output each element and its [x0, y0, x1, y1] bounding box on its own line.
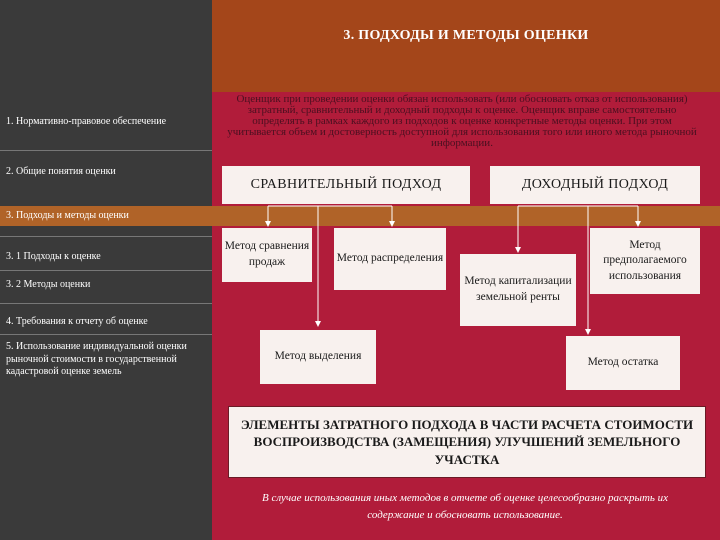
method-distribution: Метод распределения — [334, 228, 446, 290]
page-title: 3. ПОДХОДЫ И МЕТОДЫ ОЦЕНКИ — [343, 28, 589, 43]
sidebar-item-cadastral-valuation[interactable]: 5. Использование индивидуальной оценки рыночной стоимости в государственной кадастровой оценке земель — [6, 341, 187, 377]
footnote-text: В случае использования иных методов в отчете об оценке целесообразно раскрыть их содержание и обосновать использование. — [261, 492, 669, 521]
sidebar-item-methods[interactable]: 3. 2 Методы оценки — [6, 279, 91, 290]
method-rent-capitalization: Метод капитализации земельной ренты — [460, 254, 576, 326]
method-intended-use: Метод предполагаемого использования — [590, 228, 700, 294]
sidebar-item-approaches[interactable]: 3. 1 Подходы к оценке — [6, 251, 101, 262]
method-sales-comparison: Метод сравнения продаж — [222, 228, 312, 282]
sidebar-item-report-requirements[interactable]: 4. Требования к отчету об оценке — [6, 316, 148, 327]
sidebar-item-approaches-methods[interactable]: 3. Подходы и методы оценки — [6, 210, 129, 221]
sidebar-item-legal-framework[interactable]: 1. Нормативно-правовое обеспечение — [6, 116, 167, 127]
income-approach-box: ДОХОДНЫЙ ПОДХОД — [490, 166, 700, 204]
method-extraction: Метод выделения — [260, 330, 376, 384]
sidebar-item-general-concepts[interactable]: 2. Общие понятия оценки — [6, 166, 116, 177]
comparative-approach-box: СРАВНИТЕЛЬНЫЙ ПОДХОД — [222, 166, 470, 204]
method-residual: Метод остатка — [566, 336, 680, 390]
intro-paragraph: Оценщик при проведении оценки обязан использовать (или обосновать отказ от использования) затратный, сравнительный и доходный подходы к оценке. Оценщик вправе самостоятельно определять в рамках каждого из подходов к оценке конкретные методы оценки. При этом учитывается объем и достоверность доступной для использования того или иного метода рыночной информации. — [227, 93, 697, 149]
cost-approach-elements-box: ЭЛЕМЕНТЫ ЗАТРАТНОГО ПОДХОДА В ЧАСТИ РАСЧЕТА СТОИМОСТИ ВОСПРОИЗВОДСТВА (ЗАМЕЩЕНИЯ) УЛУЧШЕНИЙ ЗЕМЕЛЬНОГО УЧАСТКА — [228, 406, 706, 478]
